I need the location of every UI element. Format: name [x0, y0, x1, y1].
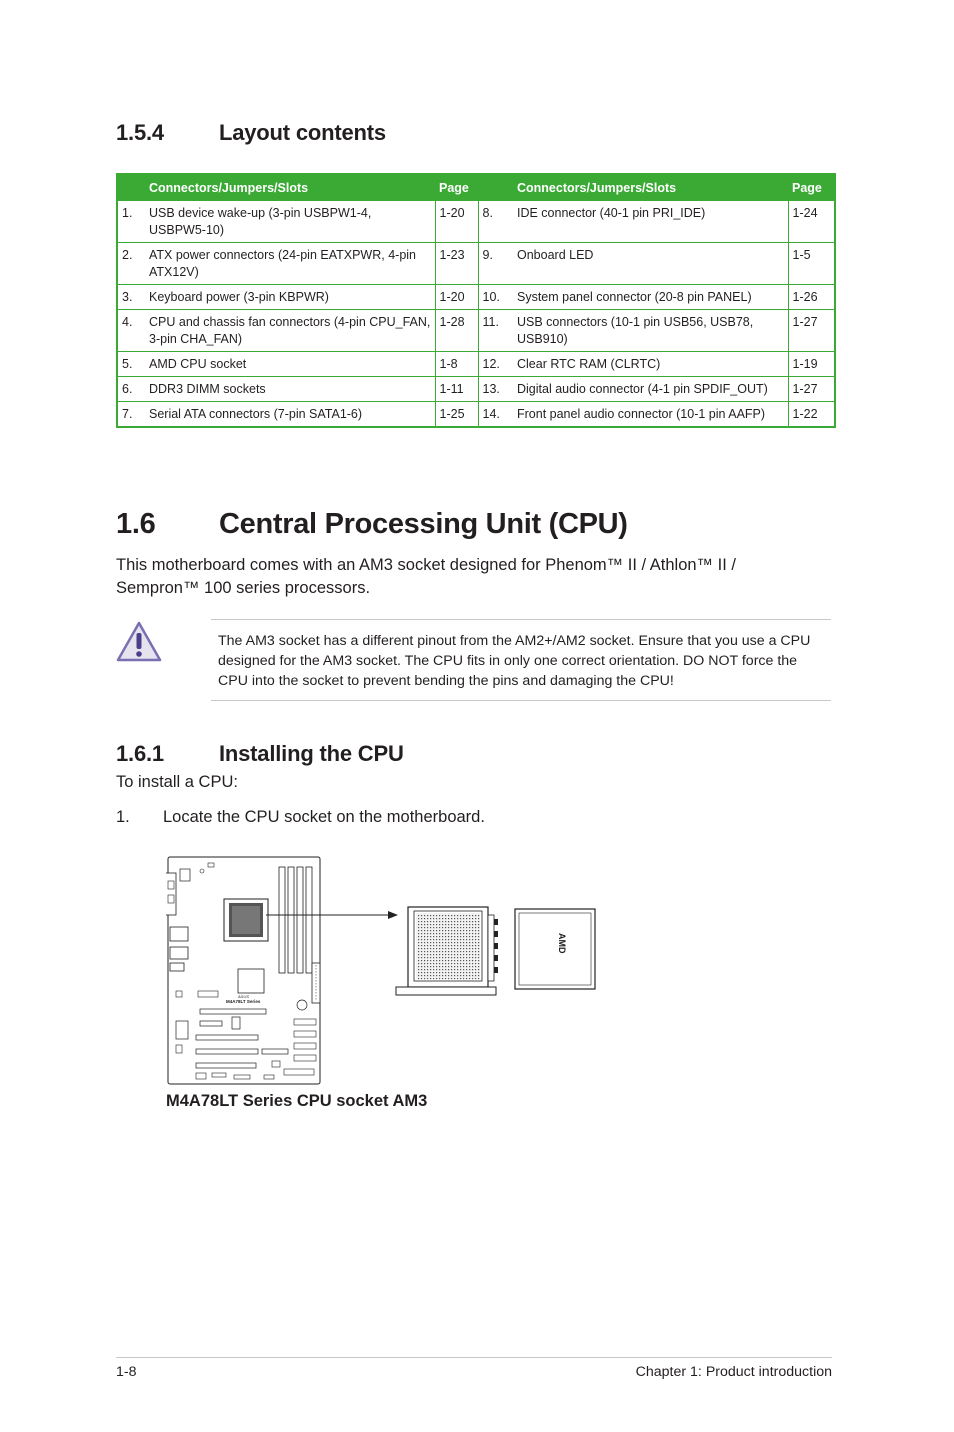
cpu-chip [515, 909, 595, 989]
intro-paragraph: This motherboard comes with an AM3 socket designed for Phenom™ II / Athlon™ II / Sempron™ 100 series processors. [116, 556, 736, 597]
footer-divider [116, 1357, 832, 1358]
table-row: 2. ATX power connectors (24-pin EATXPWR, 4-pin ATX12V) 1-23 9. Onboard LED 1-5 [117, 243, 835, 285]
table-row: 3. Keyboard power (3-pin KBPWR) 1-20 10. System panel connector (20-8 pin PANEL) 1-26 [117, 285, 835, 310]
warning-icon [116, 620, 162, 662]
figure-caption: M4A78LT Series CPU socket AM3 [166, 1092, 428, 1110]
chapter-title: Chapter 1: Product introduction [635, 1364, 832, 1380]
header-page-left: Page [435, 174, 478, 201]
header-connectors-left: Connectors/Jumpers/Slots [145, 174, 435, 201]
section-title: Central Processing Unit (CPU) [219, 508, 628, 540]
header-connectors-right: Connectors/Jumpers/Slots [513, 174, 788, 201]
section-number: 1.6.1 [116, 741, 164, 766]
vendor-mark: ASUS [238, 994, 249, 999]
table-header-row [117, 174, 835, 201]
board-label: M4A78LT Series [226, 999, 261, 1004]
section-title: Layout contents [219, 120, 386, 145]
table-row: 1. USB device wake-up (3-pin USBPW1-4, USBPW5-10) 1-20 8. IDE connector (40-1 pin PRI_IDE) 1-24 [117, 201, 835, 243]
install-intro: To install a CPU: [116, 773, 238, 791]
arrow-icon [388, 911, 398, 919]
section-number: 1.6 [116, 508, 156, 540]
step-number: 1. [116, 808, 130, 826]
layout-contents-table [116, 173, 836, 428]
cpu-socket-enlarged [396, 907, 498, 995]
step-text: Locate the CPU socket on the motherboard. [163, 808, 485, 826]
table-row: 6. DDR3 DIMM sockets 1-11 13. Digital audio connector (4-1 pin SPDIF_OUT) 1-27 [117, 377, 835, 402]
warning-note-text: The AM3 socket has a different pinout from the AM2+/AM2 socket. Ensure that you use a CPU designed for the AM3 socket. The CPU fits in only one correct orientation. DO NOT force the CPU into the socket to prevent bending the pins and damaging the CPU! [218, 633, 811, 689]
cpu-socket-diagram [166, 855, 606, 1090]
page-number: 1-8 [116, 1364, 137, 1380]
table-row: 5. AMD CPU socket 1-8 12. Clear RTC RAM (CLRTC) 1-19 [117, 352, 835, 377]
warning-note [211, 619, 831, 701]
table-row: 7. Serial ATA connectors (7-pin SATA1-6) 1-25 14. Front panel audio connector (10-1 pin AAFP) 1-22 [117, 402, 835, 428]
section-title: Installing the CPU [219, 741, 404, 766]
table-row: 4. CPU and chassis fan connectors (4-pin CPU_FAN, 3-pin CHA_FAN) 1-28 11. USB connectors (10-1 pin USB56, USB78, USB910) 1-27 [117, 310, 835, 352]
amd-logo: AMD [557, 933, 567, 954]
motherboard-outline [166, 857, 320, 1084]
header-page-right: Page [788, 174, 835, 201]
section-number: 1.5.4 [116, 120, 164, 145]
